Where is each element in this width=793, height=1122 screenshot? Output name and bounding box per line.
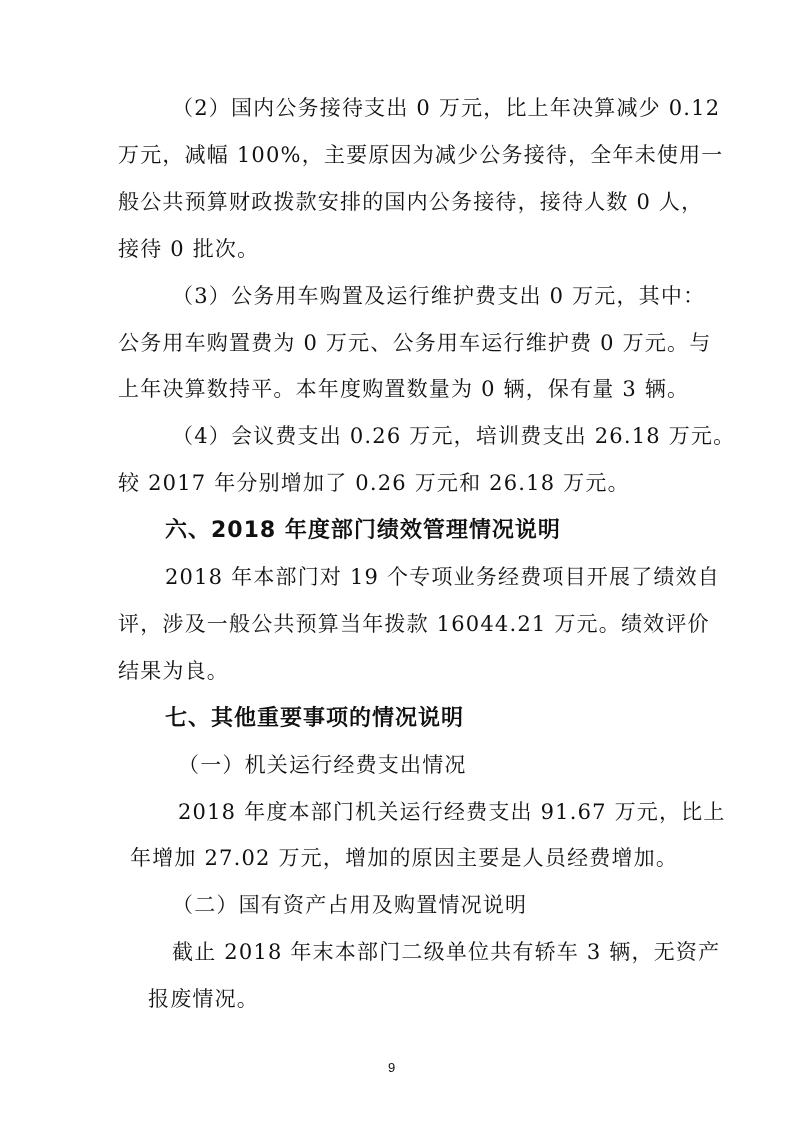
p2-line1: （3）公务用车购置及运行维护费支出 0 万元，其中： <box>172 284 706 308</box>
p2-line2: 公务用车购置费为 0 万元、公务用车运行维护费 0 万元。与 <box>118 331 712 355</box>
subheading-2: （二）国有资产占用及购置情况说明 <box>172 893 528 917</box>
p4-line2: 评，涉及一般公共预算当年拨款 16044.21 万元。绩效评价 <box>118 612 710 636</box>
p3-line2: 较 2017 年分别增加了 0.26 万元和 26.18 万元。 <box>118 471 630 495</box>
subheading-1: （一）机关运行经费支出情况 <box>178 753 467 777</box>
section-heading-6: 六、2018 年度部门绩效管理情况说明 <box>165 518 561 543</box>
p4-line1: 2018 年本部门对 19 个专项业务经费项目开展了绩效自 <box>165 565 720 589</box>
section-heading-7: 七、其他重要事项的情况说明 <box>165 706 465 731</box>
p5-line2: 年增加 27.02 万元，增加的原因主要是人员经费增加。 <box>130 846 679 870</box>
p1-line1: （2）国内公务接待支出 0 万元，比上年决算减少 0.12 <box>172 96 721 120</box>
p1-line4: 接待 0 批次。 <box>118 237 260 261</box>
p6-line2: 报废情况。 <box>148 987 259 1011</box>
p2-line3: 上年决算数持平。本年度购置数量为 0 辆，保有量 3 辆。 <box>118 377 690 401</box>
p5-line1: 2018 年度本部门机关运行经费支出 91.67 万元，比上 <box>178 800 726 824</box>
p1-line2: 万元，减幅 100%，主要原因为减少公务接待，全年未使用一 <box>118 143 724 167</box>
p3-line1: （4）会议费支出 0.26 万元，培训费支出 26.18 万元。 <box>172 424 736 448</box>
p1-line3: 般公共预算财政拨款安排的国内公务接待，接待人数 0 人， <box>118 190 704 214</box>
p6-line1: 截止 2018 年末本部门二级单位共有轿车 3 辆，无资产 <box>172 940 721 964</box>
page-number: 9 <box>388 1060 396 1075</box>
p4-line3: 结果为良。 <box>118 659 229 683</box>
